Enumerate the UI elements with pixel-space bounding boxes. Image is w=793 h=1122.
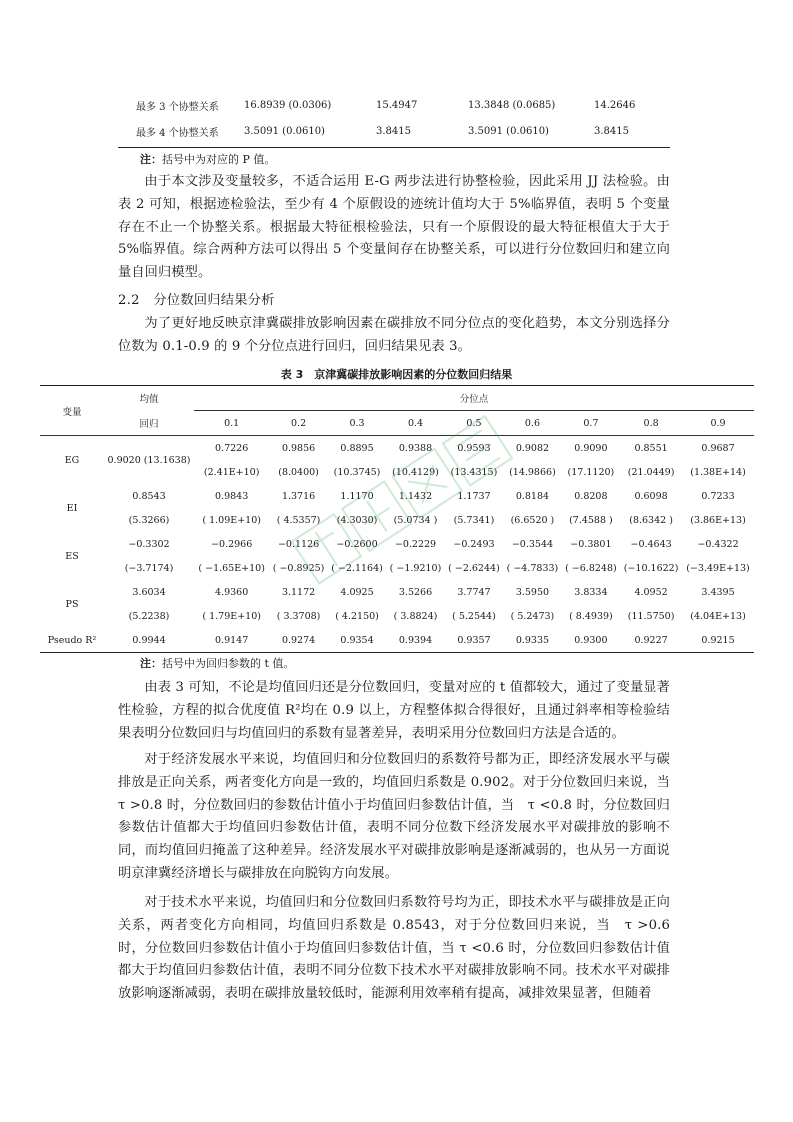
paragraph-text: 为了更好地反映京津冀碳排放影响因素在碳排放不同分位点的变化趋势，本文分别选择分位数为 0.1-0.9 的 9 个分位点进行回归，回归结果见表 3。	[118, 316, 670, 354]
coef-cell: 0.9843	[215, 490, 249, 502]
t-cell: (13.4315)	[450, 466, 498, 478]
paragraph-results	[118, 677, 670, 745]
coef-cell: −0.2493	[453, 538, 495, 550]
coef-cell: 0.9593	[457, 442, 491, 454]
header-quantile-value: 0.3	[328, 411, 386, 436]
t-cell: (2.41E+10)	[203, 466, 260, 478]
coef-cell: 1.1432	[398, 490, 433, 502]
t-cell: ( −2.6244)	[448, 562, 500, 574]
variable-label: PS	[65, 598, 79, 610]
t-cell: (21.0449)	[627, 466, 675, 478]
t-cell: (4.3030)	[336, 514, 378, 526]
coef-cell: 0.8208	[574, 490, 608, 502]
coef-cell: 3.7747	[457, 586, 491, 598]
header-mean-bottom: 回归	[104, 411, 194, 436]
table-header-row	[40, 386, 754, 411]
mean-t: (−3.7174)	[124, 562, 174, 574]
header-quantile-value: 0.5	[445, 411, 503, 436]
table-3-caption: 表 3 京津冀碳排放影响因素的分位数回归结果	[280, 368, 513, 381]
coef-cell: 1.1737	[457, 490, 491, 502]
coef-cell: −0.4643	[630, 538, 672, 550]
table-row	[118, 92, 670, 118]
coef-cell: −0.1126	[277, 538, 320, 550]
header-quantile-value: 0.9	[682, 411, 754, 436]
t-cell: (8.6342 )	[629, 514, 673, 526]
pseudo-r2-cell: 0.9147	[194, 628, 269, 653]
t-cell: (10.4129)	[392, 466, 439, 478]
table-2-note	[140, 151, 275, 167]
t-cell: ( 3.3708)	[276, 610, 321, 622]
table-row-pseudo-r2	[40, 628, 754, 653]
coef-cell: 1.1170	[340, 490, 374, 502]
t-cell: ( 5.2544)	[452, 610, 496, 622]
trace-stat: 3.5091 (0.0610)	[244, 125, 325, 137]
row-label: 最多 4 个协整关系	[136, 127, 219, 139]
max-eigen-critical: 14.2646	[594, 99, 636, 111]
pseudo-r2-cell: 0.9227	[620, 628, 682, 653]
header-quantile-value: 0.8	[620, 411, 682, 436]
t-cell: (1.38E+14)	[690, 466, 746, 478]
coef-cell: 0.8551	[634, 442, 668, 454]
coef-cell: 0.7226	[215, 442, 249, 454]
header-quantile: 分位点	[194, 386, 754, 411]
t-cell: ( 1.79E+10)	[202, 610, 261, 622]
coef-cell: 0.6098	[634, 490, 668, 502]
header-quantile-value: 0.4	[386, 411, 444, 436]
max-eigen-critical: 3.8415	[594, 125, 629, 137]
variable-label: EG	[64, 454, 80, 466]
header-quantile-value: 0.1	[194, 411, 269, 436]
coef-cell: −0.2966	[211, 538, 253, 550]
note-label: 注：	[140, 153, 162, 166]
note-text: 括号中为回归参数的 t 值。	[162, 657, 295, 670]
coef-cell: 0.8184	[515, 490, 550, 502]
t-cell: (8.0400)	[278, 466, 319, 478]
pseudo-r2-cell: 0.9394	[386, 628, 444, 653]
t-cell: (−3.49E+13)	[686, 562, 750, 574]
coef-cell: 3.8334	[574, 586, 608, 598]
coef-cell: −0.2229	[394, 538, 437, 550]
note-label: 注：	[140, 657, 162, 670]
t-cell: (11.5750)	[627, 610, 675, 622]
mean-coef: −0.3302	[128, 538, 170, 550]
coef-cell: 3.5950	[515, 586, 550, 598]
coef-cell: 4.0925	[340, 586, 374, 598]
t-cell: (−10.1622)	[623, 562, 679, 574]
t-cell: ( −6.8248)	[565, 562, 617, 574]
coef-cell: 0.9090	[574, 442, 608, 454]
paragraph-economic-development	[118, 749, 670, 886]
section-heading: 2.2 分位数回归结果分析	[118, 293, 275, 308]
max-eigen-stat: 13.3848 (0.0685)	[468, 99, 556, 111]
table-subheader-row	[40, 411, 754, 436]
coef-cell: 0.9856	[281, 442, 316, 454]
coef-cell: −0.3801	[570, 538, 612, 550]
paragraph-text: 由表 3 可知，不论是均值回归还是分位数回归，变量对应的 t 值都较大，通过了变量显著性检验，方程的拟合优度值 R²均在 0.9 以上，方程整体拟合得很好，且通过斜率相等检验结果表明分位数回归与均值回归的系数有显著差异，表明采用分位数回归方法是合适的。	[118, 680, 670, 741]
t-cell: ( 4.5357)	[276, 514, 321, 526]
t-cell: ( −1.65E+10)	[198, 562, 265, 574]
coef-cell: −0.3544	[511, 538, 554, 550]
t-cell: ( 1.09E+10)	[202, 514, 261, 526]
table-row	[118, 118, 670, 144]
t-cell: (10.3745)	[333, 466, 381, 478]
t-cell: ( 5.2473)	[510, 610, 555, 622]
note-text: 括号中为对应的 P 值。	[162, 153, 276, 166]
mean-coef: 3.6034	[132, 586, 166, 598]
pseudo-r2-label: Pseudo R²	[40, 628, 104, 653]
paragraph-text: 对于技术水平来说，均值回归和分位数回归系数符号均为正，即技术水平与碳排放是正向关系，两者变化方向相同，均值回归系数是 0.8543，对于分位数回归来说，当 τ >0.6 时，分位数回归参数估计值小于均值回归参数估计值，当 τ <0.6 时，分位数回归参数估计值都大于均值回归参数估计值，表明不同分位数下技术水平对碳排放影响不同。技术水平对碳排放影响逐渐减弱，表明在碳排放量较低时，能源利用效率稍有提高，减排效果显著，但随着	[118, 895, 670, 1002]
t-cell: ( −0.8925)	[272, 562, 325, 574]
t-cell: (5.7341)	[453, 514, 495, 526]
table-row-ei-coef	[40, 484, 754, 508]
paragraph-quantile-intro	[118, 313, 670, 359]
variable-label: ES	[65, 550, 79, 562]
t-cell: ( 3.8824)	[393, 610, 438, 622]
t-cell: (7.4588 )	[569, 514, 613, 526]
paragraph-technology-level	[118, 892, 670, 1006]
t-cell: (17.1120)	[567, 466, 615, 478]
t-cell: ( −2.1164)	[331, 562, 383, 574]
coef-cell: 3.5266	[398, 586, 433, 598]
coef-cell: −0.2600	[336, 538, 378, 550]
t-cell: ( 8.4939)	[569, 610, 613, 622]
mean-coef: 0.8543	[132, 490, 166, 502]
pseudo-r2-cell: 0.9357	[445, 628, 503, 653]
table-row-es-coef	[40, 532, 754, 556]
max-eigen-stat: 3.5091 (0.0610)	[468, 125, 549, 137]
coef-cell: −0.4322	[697, 538, 739, 550]
t-cell: (5.0734 )	[393, 514, 438, 526]
table-row-ps-coef	[40, 580, 754, 604]
mean-t: (5.2238)	[128, 610, 170, 622]
table-row-ei-t	[40, 508, 754, 532]
coef-cell: 3.1172	[281, 586, 316, 598]
pseudo-r2-cell: 0.9354	[328, 628, 386, 653]
coef-cell: 0.8895	[340, 442, 374, 454]
t-cell: (14.9866)	[509, 466, 556, 478]
header-quantile-value: 0.2	[269, 411, 327, 436]
pseudo-r2-cell: 0.9274	[269, 628, 327, 653]
table-3	[40, 385, 754, 653]
paragraph-text: 对于经济发展水平来说，均值回归和分位数回归的系数符号都为正，即经济发展水平与碳排放是正向关系，两者变化方向是一致的，均值回归系数是 0.902。对于分位数回归来说，当 τ >0.8 时，分位数回归的参数估计值小于均值回归参数估计值，当 τ <0.8 时，分位数回归参数估计值都大于均值回归参数估计值，表明不同分位数下经济发展水平对碳排放的影响不同，而均值回归掩盖了这种差异。经济发展水平对碳排放影响是逐渐减弱的，也从另一方面说明京津冀经济增长与碳排放在向脱钩方向发展。	[118, 752, 670, 881]
table-2-bottom-rule	[118, 147, 670, 148]
t-cell: ( −4.7833)	[506, 562, 559, 574]
coef-cell: 0.7233	[701, 490, 735, 502]
trace-critical: 15.4947	[376, 99, 418, 111]
table-row-ps-t	[40, 604, 754, 628]
t-cell: (6.6520 )	[510, 514, 555, 526]
t-cell: (3.86E+13)	[690, 514, 746, 526]
paragraph-text: 由于本文涉及变量较多，不适合运用 E-G 两步法进行协整检验，因此采用 JJ 法检验。由表 2 可知，根据迹检验法，至少有 4 个原假设的迹统计值均大于 5%临界值，表明 5 个变量存在不止一个协整关系。根据最大特征根检验法，只有一个原假设的最大特征根值大于大于 5%临界值。综合两种方法可以得出 5 个变量间存在协整关系，可以进行分位数回归和建立向量自回归模型。	[118, 174, 670, 281]
coef-cell: 1.3716	[281, 490, 316, 502]
trace-stat: 16.8939 (0.0306)	[244, 99, 332, 111]
t-cell: ( 4.2150)	[335, 610, 379, 622]
table-row-es-t	[40, 556, 754, 580]
pseudo-r2-mean: 0.9944	[104, 628, 194, 653]
mean-t: (5.3266)	[128, 514, 170, 526]
header-quantile-value: 0.6	[503, 411, 561, 436]
pseudo-r2-cell: 0.9300	[562, 628, 620, 653]
t-cell: ( −1.9210)	[389, 562, 442, 574]
coef-cell: 0.9388	[398, 442, 433, 454]
table-3-note	[140, 655, 294, 671]
pseudo-r2-cell: 0.9215	[682, 628, 754, 653]
table-2-tail	[118, 92, 670, 144]
coef-cell: 4.0952	[634, 586, 668, 598]
table-row-eg-coef	[40, 436, 754, 461]
paragraph-cointegration	[118, 171, 670, 285]
mean-regression-value: 0.9020 (13.1638)	[107, 454, 191, 466]
pseudo-r2-cell: 0.9335	[503, 628, 561, 653]
t-cell: (4.04E+13)	[690, 610, 746, 622]
coef-cell: 0.9687	[701, 442, 735, 454]
trace-critical: 3.8415	[376, 125, 411, 137]
row-label: 最多 3 个协整关系	[136, 101, 219, 113]
header-variable: 变量	[40, 386, 104, 436]
variable-label: EI	[66, 502, 78, 514]
coef-cell: 4.9360	[215, 586, 249, 598]
coef-cell: 3.4395	[701, 586, 735, 598]
header-quantile-value: 0.7	[562, 411, 620, 436]
coef-cell: 0.9082	[515, 442, 550, 454]
header-mean-top: 均值	[139, 394, 159, 406]
